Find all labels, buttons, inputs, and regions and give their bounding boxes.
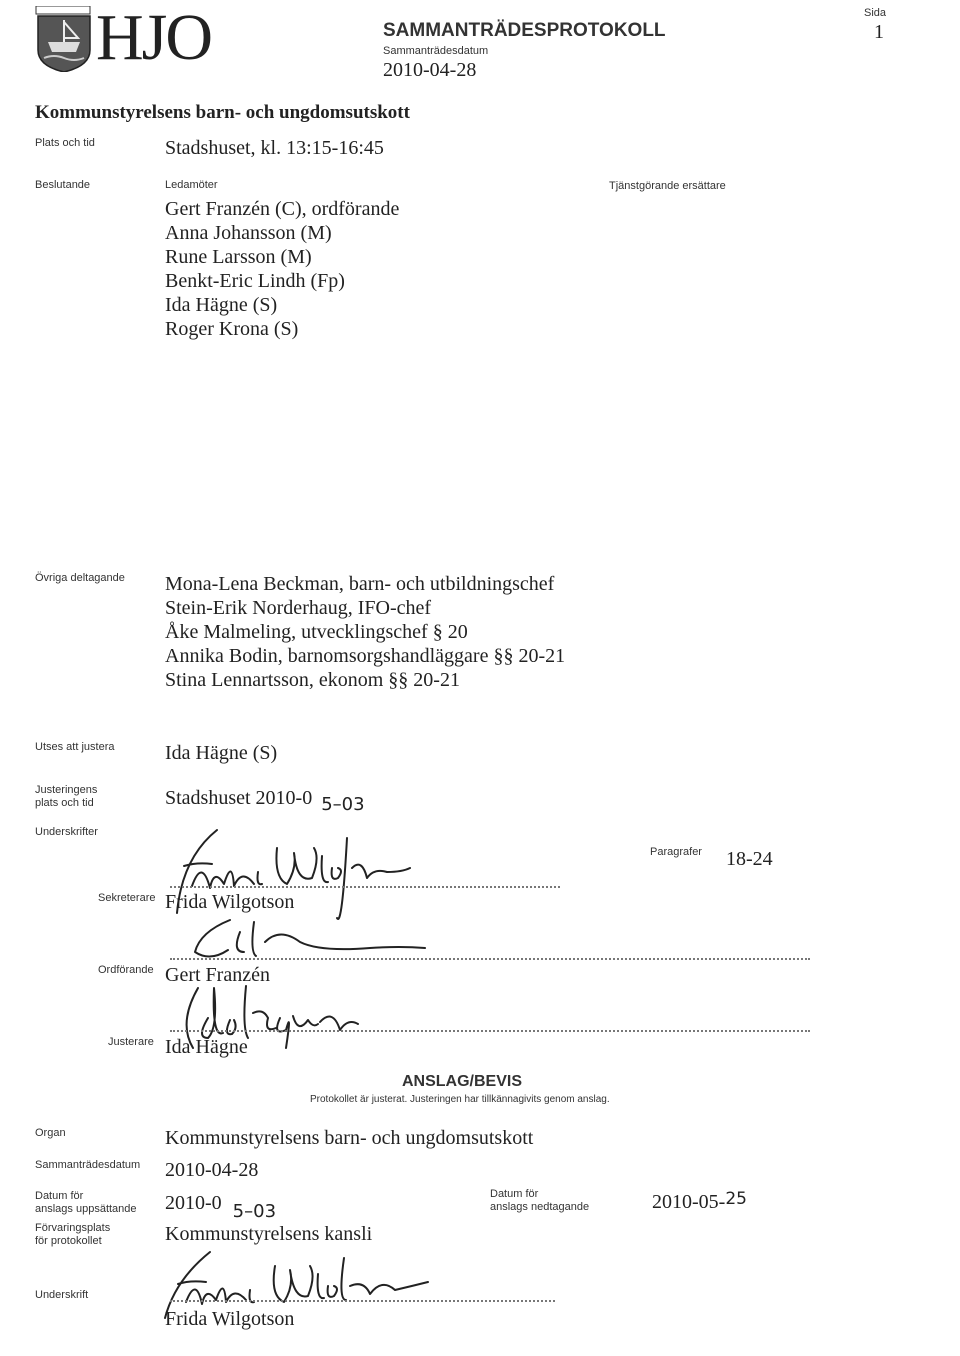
list-item: Anna Johansson (M) [165, 222, 332, 244]
decision-makers-label: Beslutande [35, 179, 91, 191]
logo [34, 1, 212, 74]
members-label: Ledamöter [165, 179, 218, 191]
secretary-signature-line [170, 886, 560, 888]
storage-value: Kommunstyrelsens kansli [165, 1223, 373, 1245]
place-value: Stadshuset, kl. 13:15-16:45 [165, 137, 384, 159]
adjuster-sign-label: Justerare [108, 1036, 154, 1048]
chair-signature-line [170, 958, 810, 960]
notice-signature-label: Underskrift [35, 1289, 89, 1301]
page-number: 1 [874, 21, 884, 43]
signatures-label: Underskrifter [35, 826, 98, 838]
posted-date-typed: 2010-0 [165, 1192, 222, 1214]
others-list [165, 572, 565, 692]
notice-meeting-date-label: Sammanträdesdatum [35, 1159, 141, 1171]
meeting-date: 2010-04-28 [383, 59, 477, 81]
adjuster-value: Ida Hägne (S) [165, 742, 278, 764]
chair-label: Ordförande [98, 964, 154, 976]
notice-signature-name: Frida Wilgotson [165, 1308, 295, 1330]
member-list [165, 197, 399, 341]
adjust-place-label [35, 784, 97, 810]
adjust-place-value [165, 786, 365, 815]
substitutes-label: Tjänstgörande ersättare [609, 180, 726, 192]
notice-signature-line [170, 1300, 555, 1302]
ship-crest-icon [34, 6, 94, 72]
adjuster-label: Utses att justera [35, 741, 115, 753]
removed-date-label [490, 1188, 589, 1214]
adjust-place-typed: Stadshuset 2010-0 [165, 787, 313, 809]
page-label: Sida [864, 7, 887, 19]
removed-date-typed: 2010-05- [652, 1191, 726, 1213]
removed-date-label-line2: anslags nedtagande [490, 1201, 590, 1213]
adjust-place-handwritten: 5–03 [321, 794, 365, 815]
posted-date-label [35, 1190, 137, 1216]
list-item: Gert Franzén (C), ordförande [165, 198, 400, 220]
storage-label-line2: för protokollet [35, 1235, 102, 1247]
list-item: Roger Krona (S) [165, 318, 299, 340]
paragraphs-label: Paragrafer [650, 846, 702, 858]
posted-date-label-line2: anslags uppsättande [35, 1203, 137, 1215]
storage-label-line1: Förvaringsplats [35, 1222, 111, 1234]
adjuster-name: Ida Hägne [165, 1036, 248, 1058]
list-item: Ida Hägne (S) [165, 294, 278, 316]
meeting-date-label: Sammanträdesdatum [383, 45, 489, 57]
organ-label: Organ [35, 1127, 66, 1139]
committee-title: Kommunstyrelsens barn- och ungdomsutskott [35, 102, 410, 123]
notice-subtitle: Protokollet är justerat. Justeringen har tillkännagivits genom anslag. [310, 1094, 610, 1105]
notice-meeting-date: 2010-04-28 [165, 1159, 259, 1181]
list-item: Mona-Lena Beckman, barn- och utbildningschef [165, 573, 555, 595]
notice-title: ANSLAG/BEVIS [402, 1073, 523, 1090]
list-item: Stein-Erik Norderhaug, IFO-chef [165, 597, 432, 619]
posted-date-handwritten: 5–03 [232, 1201, 277, 1222]
removed-date-value [652, 1190, 747, 1215]
logo-text: HJO [96, 1, 212, 74]
adjust-place-label-line2: plats och tid [35, 797, 94, 809]
posted-date-value [165, 1191, 277, 1222]
secretary-name: Frida Wilgotson [165, 891, 295, 913]
list-item: Benkt-Eric Lindh (Fp) [165, 270, 345, 292]
place-label: Plats och tid [35, 137, 95, 149]
removed-date-label-line1: Datum för [490, 1188, 539, 1200]
paragraphs-value: 18-24 [726, 848, 773, 870]
adjust-place-label-line1: Justeringens [35, 784, 98, 796]
list-item: Rune Larsson (M) [165, 246, 312, 268]
list-item: Stina Lennartsson, ekonom §§ 20-21 [165, 669, 460, 691]
document-title: SAMMANTRÄDESPROTOKOLL [383, 20, 666, 41]
removed-date-handwritten: 25 [725, 1189, 747, 1209]
chair-name: Gert Franzén [165, 964, 270, 986]
storage-label [35, 1222, 110, 1248]
list-item: Åke Malmeling, utvecklingschef § 20 [165, 621, 468, 643]
organ-value: Kommunstyrelsens barn- och ungdomsutskott [165, 1127, 534, 1149]
secretary-label: Sekreterare [98, 892, 156, 904]
others-label: Övriga deltagande [35, 572, 125, 584]
posted-date-label-line1: Datum för [35, 1190, 84, 1202]
adjuster-signature-line [170, 1030, 810, 1032]
list-item: Annika Bodin, barnomsorgshandläggare §§ 20-21 [165, 645, 566, 667]
